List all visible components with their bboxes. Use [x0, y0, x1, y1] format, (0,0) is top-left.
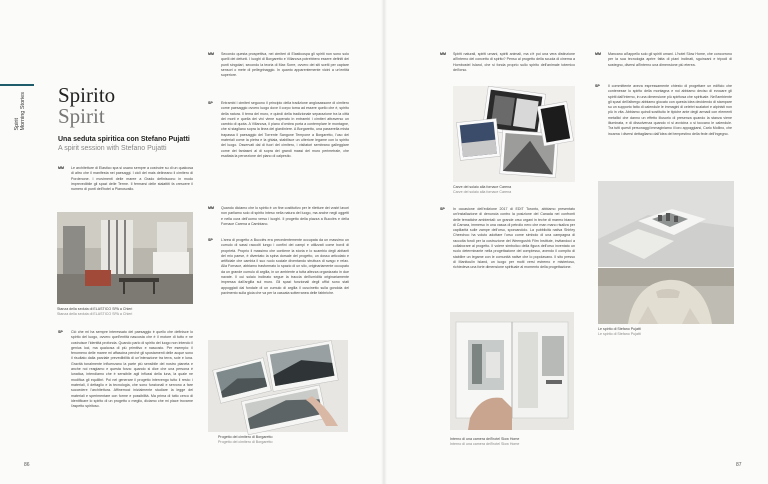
- speaker-tag: SP: [208, 101, 213, 105]
- section-tab-bar: [0, 84, 34, 86]
- interview-paragraph: [208, 206, 349, 233]
- interview-paragraph: [595, 84, 732, 174]
- photo-fornace-collage: [453, 86, 575, 182]
- paragraph-text: Quando diciamo che lo spirito è un fine costitutivo per le riletture dei vostri lavori non parliamo solo di spirito inteso nella natura del luogo, ma anche negli oggetti e nella cura dell'uomo verso i luoghi. Il progetto della piazza a Bucciès e della Fornace Carena a Cambiano.: [221, 206, 349, 226]
- caption-it: Le spirito di Stefano Pujatti: [598, 327, 641, 331]
- caption-it: Stanza della seduta di ELASTICO SPA a Chieri: [57, 307, 133, 311]
- photo-architectural-model: [598, 181, 734, 267]
- speaker-tag: SP: [440, 207, 445, 211]
- caption-en: Le spirito di Stefano Pujatti: [598, 331, 641, 336]
- speaker-tag: MM: [208, 206, 214, 210]
- caption-en: Carve del solaio alla fornace Carena: [453, 189, 512, 194]
- photo-hotel-room-book: [450, 312, 574, 430]
- subtitle-en: A spirit session with Stefano Pujatti: [58, 145, 167, 152]
- caption-en: Stanza della seduta di ELASTICO SPA a Chieri: [57, 311, 133, 316]
- speaker-tag: MM: [208, 52, 214, 56]
- interview-paragraph: [208, 52, 349, 96]
- caption-it: Progetto del cimitero di Borgaretto: [218, 435, 273, 439]
- paragraph-text: Entrambi i cimiteri seguono il principio della tradizione anglosassone di cimitero come paesaggio ovvero luogo dove il corpo torna ad essere quello che è, spirito della natura. Il tema del muro, e quindi della tradizionale separazione tra la città dei morti e quella dei vivi viene superato in entrambi i cimiteri attraverso un cambio di quota. A Villanova, il piano d'ombra porta a contemplare le montagne, che si stagliano sopra la linea del giardiniere. A Borgaretto, una passerella mista trapassa il paesaggio del Torrente Sangone Tempone a Borgaretto, l'uso dei materiali come la pietra e la ghiaia, stabilisce un ulteriore legame con lo spirito del luogo. Osservati dal di fuori del cimitero, i visitatori sembrano galleggiare come dei fantasmi al di sopra dei grandi massi del muro perimetrale, che esaltata la percezione del piano di calpestio.: [221, 101, 349, 158]
- paragraph-text: Spiriti naturali, spiriti umani, spiriti animali, ma c'è poi una vera distinzione all'interno del concetto di spirito? Penso al progetto della scuola di cinema a Hornbostel Island, che si fonda proprio sullo spirito dell'animale totemico dell'orso.: [453, 52, 575, 72]
- page-title-it: Spirito: [58, 83, 116, 107]
- paragraph-text: Le architetture di Elastico spa si usano sempre a costruire su di un qualcosa di altro che il manifesta nei paesaggi. I cicli del mais delineano il cimitero di Pordenone. I movimenti delle maree a Grado definiscono in modo imprevedibile gli spazi delle Terme. Il fermarsi delle stalattiti fa crescere il numero di punti dell'hotel a Pianosvallo.: [71, 166, 193, 192]
- interview-paragraph: [208, 101, 349, 201]
- photo-caption: [453, 185, 593, 194]
- photo-seance-room: [57, 212, 193, 304]
- speaker-tag: MM: [440, 52, 446, 56]
- section-category: Morning Stories: [20, 92, 26, 131]
- page-number: 87: [736, 462, 742, 468]
- interview-paragraph: [440, 52, 575, 82]
- interview-paragraph: [440, 207, 575, 309]
- photo-caption: [218, 435, 358, 444]
- page-title-en: Spirit: [58, 104, 105, 128]
- section-side-label: [14, 92, 26, 131]
- photo-cemetery-drawings: [208, 340, 348, 432]
- subtitle-it: Una seduta spiritica con Stefano Pujatti: [58, 136, 190, 143]
- paragraph-text: In occasione dell'edizione 2017 di EDIT Toronto, abbiamo presentato un'installazione di denuncia contro la posizione del Canada nei confronti delle tematiche ambientali: un grande orso organi in teche di marmo bianco di Carrara, immerso in una vasca di petrolio nero che man mano risaliva per capillarità sulle zampe dell'orso, sporcandolo. La pubblicità nativa Shirley Cheechoo ha voluto adottare l'orso come simbolo di una campagna di raccolta fondi per la costruzione del Weengushk Film Institute, invitandoci a collaborare al progetto. Il volere simbolico della figura dell'orso inventato un ruolo determinante nella progettazione del complesso, avendo il compito di stabilire un legame con le comunità native che lo popolavano. Il sito presso di Manitoulin Island, un luogo per molti versi estremo e misterioso, richiedeva una forte dimensione spirituale al momento della progettazione.: [453, 207, 575, 270]
- speaker-tag: SP: [595, 84, 600, 88]
- speaker-tag: MM: [595, 52, 601, 56]
- photo-spirit-blanket: [598, 268, 734, 324]
- paragraph-text: Il committente aveva espressamente chiesto di progettare un edificio che contenesse lo spirito della montagna e noi abbiamo deciso di evocare gli spiriti dall'interno, in una dimensione più spiritosa che spirituale. Nell'ambiente gli spazi dell'albergo abbiamo giocato con questa idea decidendo di stampare su un supporto fatto di calendule le immagini di celebri scalatori e alpinisti non più in vita. Abbiamo quindi sostituito le tipiche ante degli armadi con elementi metallici che danno un effetto illusorio di presenza quando la stanza viene illuminata, e di dissolvenza quando vi si avvicina o si toccano le calendule. Tra tutti questi personaggi immaginiamo il loro appoggiarsi, Carlo Mollino, che incarna i diversi dettagliamo dall'idea del tempestino della fede dell'ingegno.: [608, 84, 732, 136]
- interview-paragraph: [58, 166, 193, 210]
- paragraph-text: Secondo questa prospettiva, nei cimiteri di Elasticospa gli spiriti non sono solo quelli dei defunti. I luoghi di Borgaretto e Villanova potrebbero essere definiti dei punti singolari, secondo la teoria di Max Sorre, ovvero dei siti scelti per captare sensori o mete di pellegrinaggio. In quanto apparentemente vicini a un'entità superiore.: [221, 52, 349, 78]
- book-gutter: [381, 0, 387, 484]
- caption-en: Progetto del cimitero di Borgaretto: [218, 439, 273, 444]
- speaker-tag: MM: [58, 166, 64, 170]
- photo-caption: [57, 307, 197, 316]
- paragraph-text: Ciò che mi ha sempre interessato del paesaggio è quello che definisce lo spirito del luogo, ovvero quell'entità nascosta che è il motore di tutto e ne costruisce l'identità profonda. Quando parlo di spirito del luogo non intendo il genius loci, ma qualcosa di più primitivo e nascosto. Per esempio: il fenomeno delle maree mi affascina perché gli spostamenti delle acque sono il risultato dalla parziale prevedibilità di un'interazione tra terra, sole e luna. Gravità tonalmente influenzano la parte più sensibile del nostro pianeta e anche noi reagiamo e questa forza: quando si dice che una persona è lunatica, intendiamo che è sensibile agli influssi della luna, la quale ne modifica gli equilibri. Poi nel generare il progetto intervengo tutto il resto: i materiali, il dettaglio e la tecnologia, che sono funzionali e servono a fare succedere l'architettura. Affinemoci inizialmente studiare la legge dei materiali e sperimentare con forme e possibilità. Ma prima di tutto cerco di identificare lo spirito di un progetto o meglio, diciamo che mi piace trovarne l'aspetto spiritoso.: [71, 330, 193, 409]
- right-page: [384, 0, 768, 484]
- caption-en: Interno di una camera dell'hotel Slow Home: [450, 441, 520, 446]
- interview-paragraph: [58, 330, 193, 456]
- photo-caption: [598, 327, 738, 336]
- caption-it: Interno di una camera dell'hotel Slow Home: [450, 437, 520, 441]
- interview-paragraph: [208, 238, 349, 330]
- section-name: Spirit: [14, 118, 20, 131]
- page-number: 86: [24, 462, 30, 468]
- paragraph-text: Mancano all'appello solo gli spiriti umani. L'hotel Slow Home, che concorrono per la sua tecnologia aprire fatta di piani inclinati, sguinzani e tripodi di sostegno, diversi all'interno una dimensione più eterea.: [608, 52, 732, 67]
- photo-caption: [450, 437, 590, 446]
- speaker-tag: SP: [208, 238, 213, 242]
- paragraph-text: L'area di progetto a Bucciès era precedentemente occupata da un massimo un cumulo di sassi raccolti lungo i confini dei campi e utilizzati come bordi di proprietà. Proprio il massimo che contiene la storia e lo scambio degli abitanti del mio paese, è diventato la spina dorsale del progetto, un dosso articolato e artificiale che cambia il suo ruolo sociale diventando struttura di svago e relax. Alla Fornace, abbiamo trasformato lo spazio di un silo, originariamente occupato da un grande cumulo di argilla, in un ambiente a tutta altezza organizzato in due navate. Il cui solaio inclinato segue la traccia dell'umidità originariamente impressa dall'argilla sul muro. Gli spazi funzionali degli uffici sono stati appoggiati dal fondale di un cumulo di argilla il cuscinetto sulla gondola del pavimento sulla gioia che va per la cascata sotterranea delle fabbriche.: [221, 238, 349, 295]
- caption-it: Carve del solaio alla fornace Carena: [453, 185, 512, 189]
- speaker-tag: SP: [58, 330, 63, 334]
- interview-paragraph: [595, 52, 732, 80]
